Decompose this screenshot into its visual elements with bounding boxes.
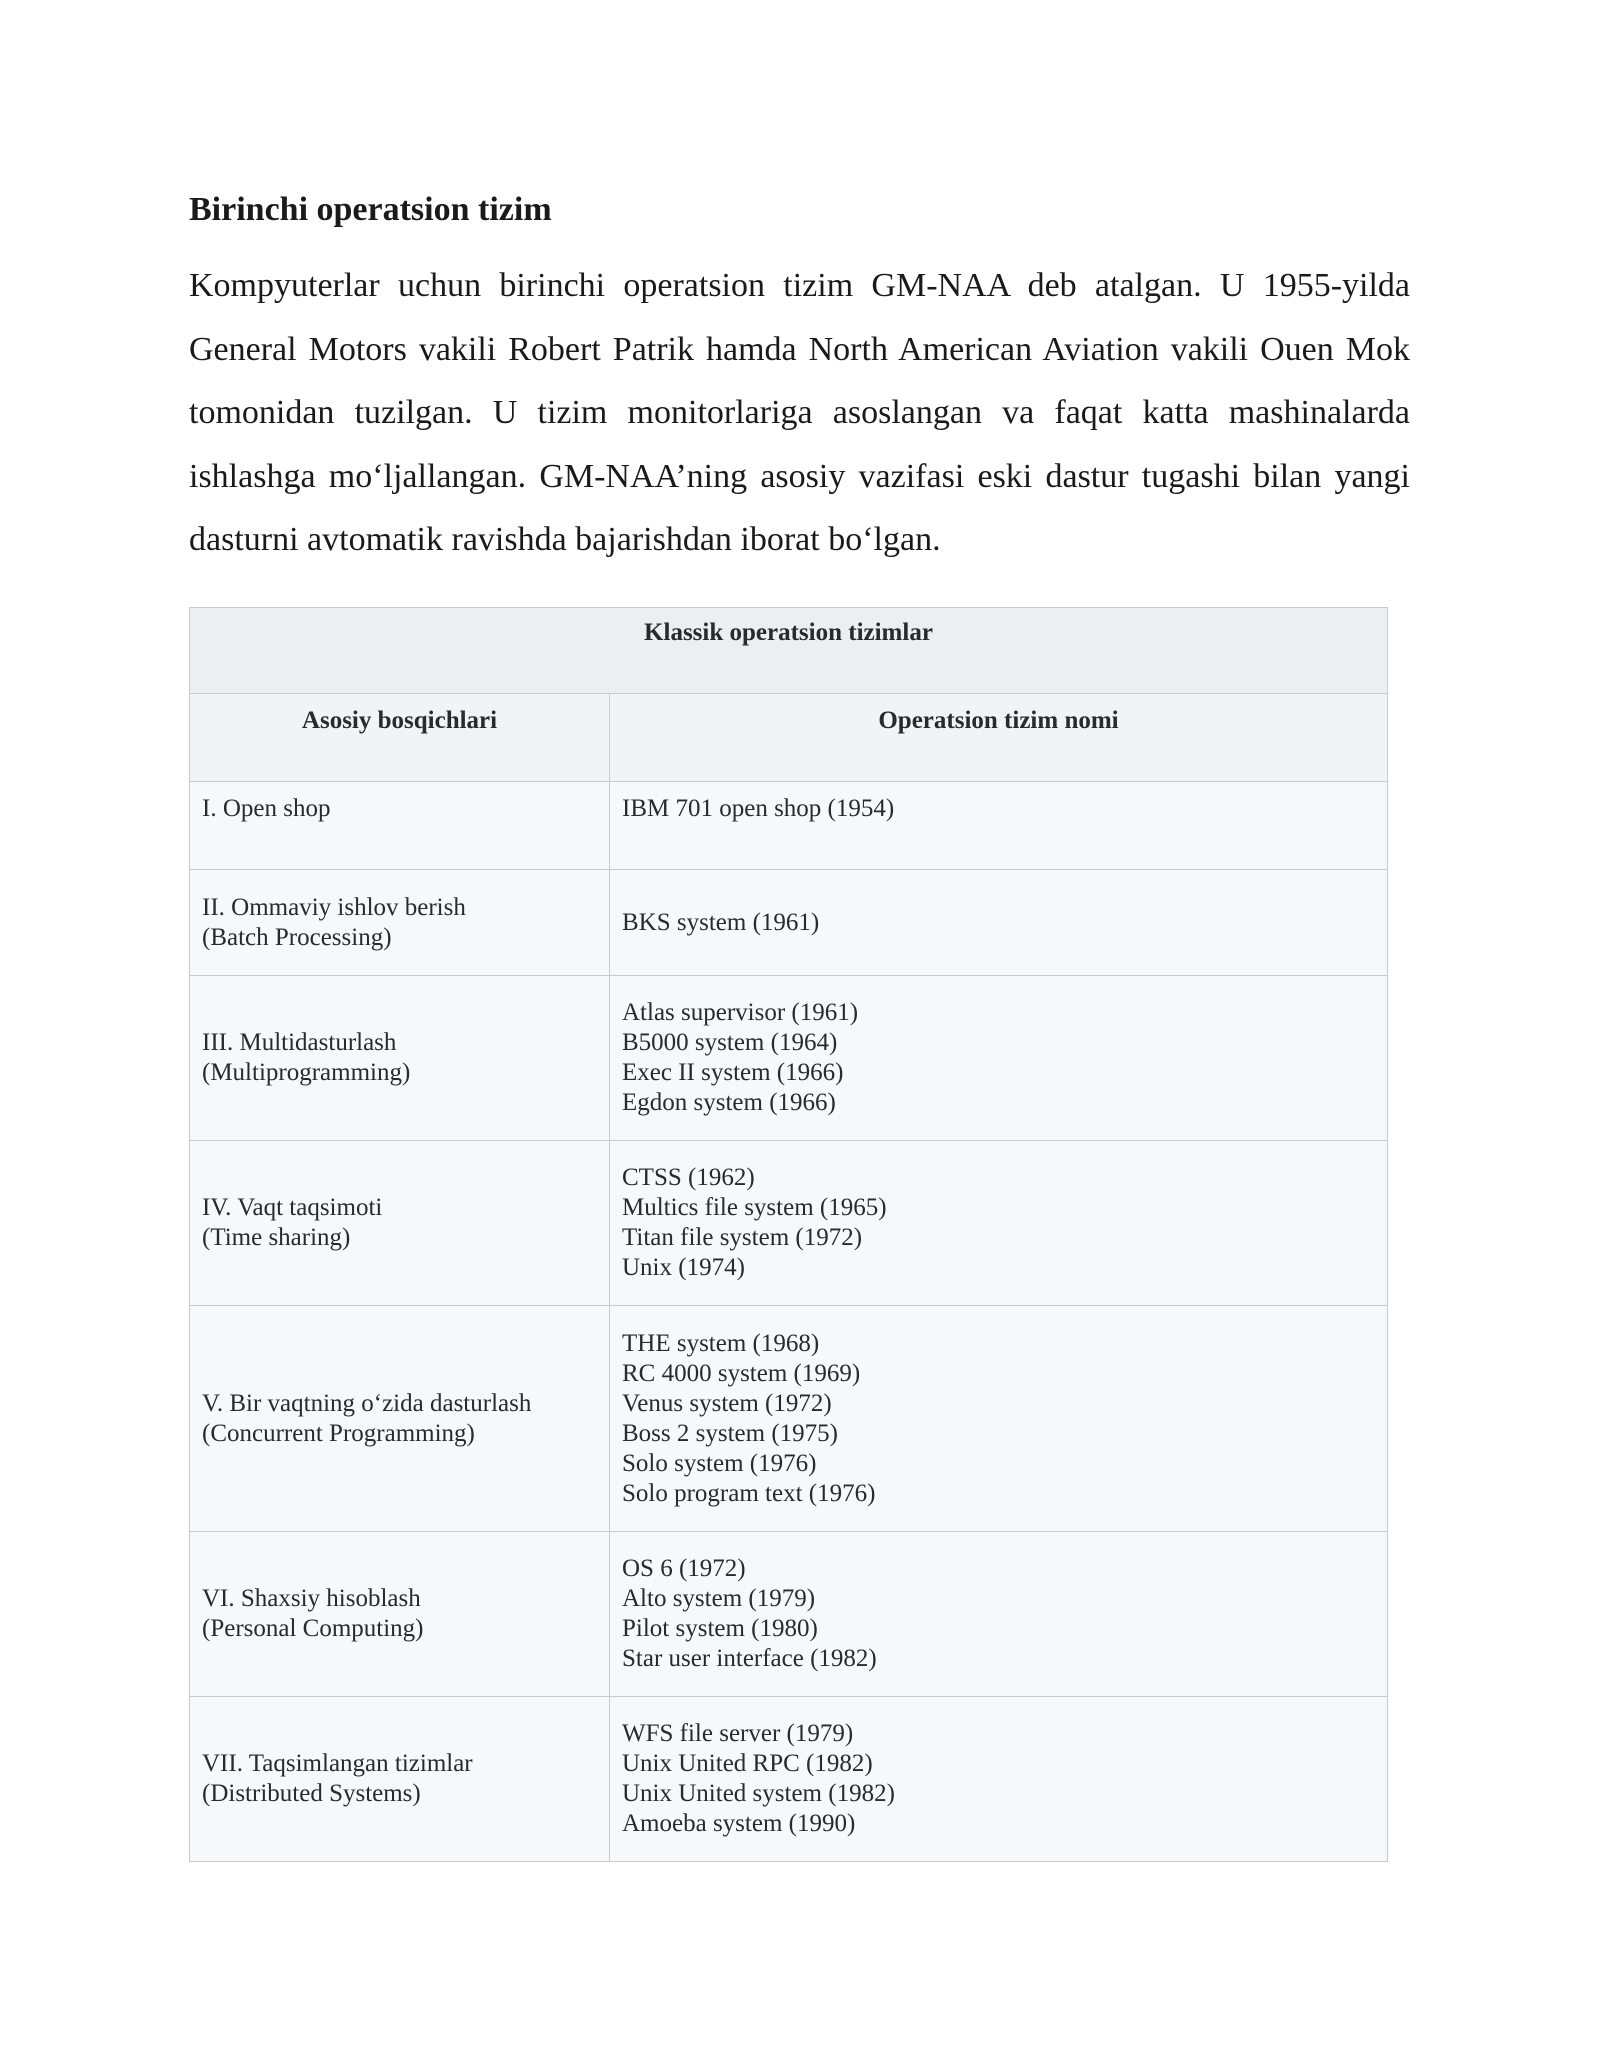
document-body <box>189 186 1410 572</box>
stage-text: VII. Taqsimlangan tizimlar <box>202 1750 473 1777</box>
os-names-cell <box>610 1141 1388 1306</box>
os-name-text: RC 4000 system (1969) <box>622 1359 861 1387</box>
stage-text: II. Ommaviy ishlov berish <box>202 893 466 921</box>
stage-text: III. Multidasturlash <box>202 1029 397 1056</box>
os-name-text: Titan file system (1972) <box>622 1224 863 1251</box>
os-name-text: Boss 2 system (1975) <box>622 1419 838 1447</box>
table-row <box>190 782 1388 870</box>
stage-text: (Personal Computing) <box>202 1615 424 1642</box>
stage-cell <box>190 1306 610 1532</box>
os-name-text: Unix (1974) <box>622 1254 745 1281</box>
table-row <box>190 1306 1388 1532</box>
os-name-text: IBM 701 open shop (1954) <box>622 795 895 822</box>
stage-text: (Multiprogramming) <box>202 1059 411 1086</box>
os-names-cell <box>610 1306 1388 1532</box>
os-name-text: B5000 system (1964) <box>622 1029 838 1056</box>
os-name-text: Amoeba system (1990) <box>622 1810 856 1837</box>
os-name-text: Atlas supervisor (1961) <box>622 999 859 1026</box>
os-name-text: Venus system (1972) <box>622 1389 832 1417</box>
os-name-text: Exec II system (1966) <box>622 1059 844 1086</box>
os-names-cell <box>610 1532 1388 1697</box>
os-name-text: WFS file server (1979) <box>622 1720 854 1747</box>
os-name-text: Alto system (1979) <box>622 1585 816 1612</box>
table-row <box>190 870 1388 976</box>
stage-cell <box>190 976 610 1141</box>
os-name-text: Multics file system (1965) <box>622 1194 887 1221</box>
stage-cell <box>190 870 610 976</box>
stage-cell <box>190 1141 610 1306</box>
os-names-cell <box>610 870 1388 976</box>
table-row <box>190 1532 1388 1697</box>
stage-text: V. Bir vaqtning o‘zida dasturlash <box>202 1389 532 1417</box>
stage-text: I. Open shop <box>202 795 331 822</box>
os-name-text: Unix United RPC (1982) <box>622 1750 873 1777</box>
os-name-text: BKS system (1961) <box>622 908 820 936</box>
column-header-os-names: Operatsion tizim nomi <box>610 694 1388 782</box>
os-name-text: Unix United system (1982) <box>622 1780 895 1807</box>
column-header-stages: Asosiy bosqichlari <box>190 694 610 782</box>
stage-text: IV. Vaqt taqsimoti <box>202 1194 383 1221</box>
table-row <box>190 1697 1388 1862</box>
table-body <box>190 782 1388 1862</box>
os-name-text: Solo program text (1976) <box>622 1479 876 1507</box>
stage-text: (Concurrent Programming) <box>202 1419 475 1447</box>
intro-paragraph: Kompyuterlar uchun birinchi operatsion tizim GM-NAA deb atalgan. U 1955-yilda General Motors vakili Robert Patrik hamda North American Aviation vakili Ouen Mok tomonidan tuzilgan. U tizim monitorlariga asoslangan va faqat katta mashinalarda ishlashga mo‘ljallangan. GM-NAA’ning asosiy vazifasi eski dastur tugashi bilan yangi dasturni avtomatik ravishda bajarishdan iborat bo‘lgan. <box>189 267 1410 558</box>
table-row <box>190 1141 1388 1306</box>
os-name-text: THE system (1968) <box>622 1329 820 1357</box>
os-name-text: CTSS (1962) <box>622 1164 755 1191</box>
os-name-text: Solo system (1976) <box>622 1449 817 1477</box>
os-names-cell <box>610 976 1388 1141</box>
os-name-text: Pilot system (1980) <box>622 1615 818 1642</box>
section-heading: Birinchi operatsion tizim <box>189 191 552 228</box>
stage-text: VI. Shaxsiy hisoblash <box>202 1585 421 1612</box>
stage-text: (Time sharing) <box>202 1224 351 1251</box>
stage-cell <box>190 782 610 870</box>
stage-cell <box>190 1532 610 1697</box>
stage-text: (Batch Processing) <box>202 923 392 951</box>
table-row <box>190 976 1388 1141</box>
os-name-text: Star user interface (1982) <box>622 1645 877 1672</box>
os-names-cell <box>610 782 1388 870</box>
table-title: Klassik operatsion tizimlar <box>190 608 1388 694</box>
stage-text: (Distributed Systems) <box>202 1780 421 1807</box>
os-name-text: Egdon system (1966) <box>622 1089 836 1116</box>
classic-os-table <box>189 607 1388 1862</box>
os-names-cell <box>610 1697 1388 1862</box>
stage-cell <box>190 1697 610 1862</box>
os-name-text: OS 6 (1972) <box>622 1555 746 1582</box>
